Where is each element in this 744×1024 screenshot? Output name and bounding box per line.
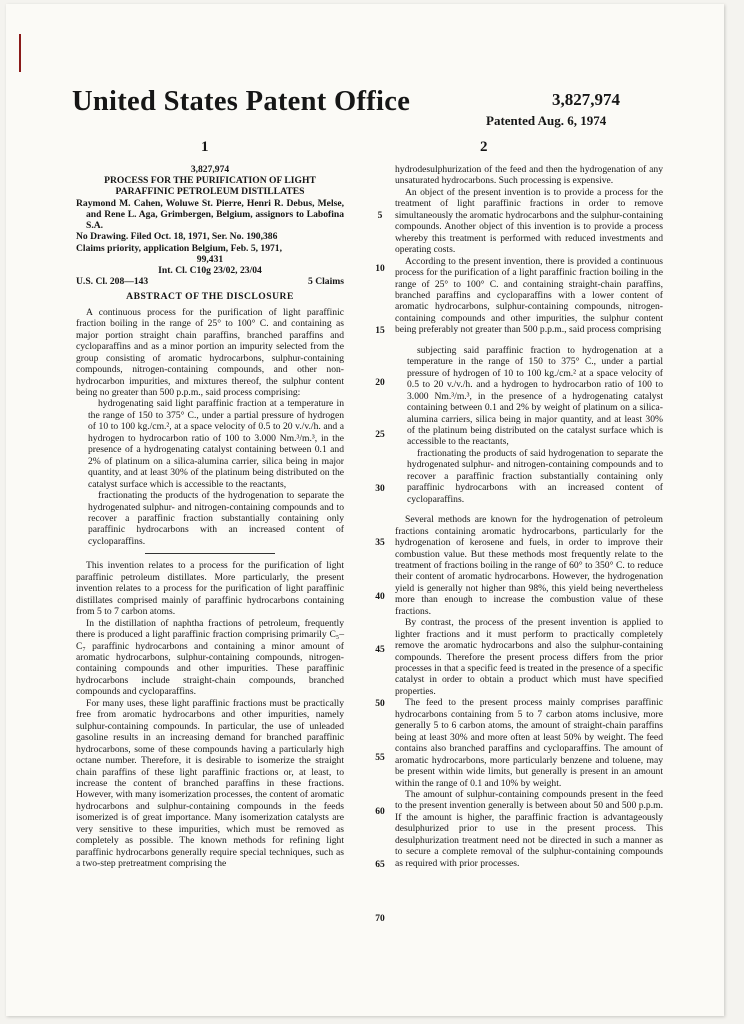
red-margin-mark bbox=[19, 34, 21, 72]
claim-step-fractionating: fractionating the products of said hydrogenation to separate the hydrogenated sulphur- and nitrogen-containing compounds and to recover a paraffinic fraction substantially containing only paraffinic hydrocarbons with an increased content of cycloparaffins. bbox=[407, 447, 663, 505]
bib-title-line1: PROCESS FOR THE PURIFICATION OF LIGHT bbox=[104, 175, 316, 187]
line-number: 55 bbox=[375, 753, 385, 763]
line-number: 60 bbox=[375, 807, 385, 817]
body-paragraph: This invention relates to a process for the purification of light paraffinic petroleum distillates. More particularly, the present invention relates to a process for the purification of light paraffinic distillates comprised mainly of paraffinic hydrocarbons containing from 5 to 7 carbon atoms. bbox=[76, 560, 344, 618]
line-number: 70 bbox=[375, 914, 385, 924]
body-paragraph: Several methods are known for the hydrogenation of petroleum fractions containing aromatic hydrocarbons, particularly for the hydrogenation of kerosene and fuels, in order to improve their combustion value. But these methods most frequently relate to the treatment of fractions boiling in the range of 60° to 350° C. to reduce their content of aromatic hydrocarbons. However, the hydrogenation yield is generally not higher than 98%, this yield being nevertheless more than enough to increase the combustion value of these fractions. bbox=[395, 514, 663, 617]
column-right bbox=[395, 164, 663, 869]
abstract-step-fractionating: fractionating the products of the hydrogenation to separate the hydrogenated sulphur- and nitrogen-containing compounds and to recover a paraffinic fraction substantially containing only paraffinic hydrocarbons with an increased content of cycloparaffins. bbox=[88, 490, 344, 547]
bib-filing: No Drawing. Filed Oct. 18, 1971, Ser. No. 190,386 bbox=[76, 231, 278, 243]
line-number: 10 bbox=[375, 264, 385, 274]
abstract-heading: ABSTRACT OF THE DISCLOSURE bbox=[126, 291, 294, 303]
line-number: 20 bbox=[375, 378, 385, 388]
line-number: 35 bbox=[375, 538, 385, 548]
bib-number: 3,827,974 bbox=[190, 164, 230, 175]
body-paragraph: For many uses, these light paraffinic fractions must be practically free from aromatic hydrocarbons and other impurities, namely sulphur-containing compounds. In particular, the use of unleaded gasoline results in an increasing demand for branched paraffinic hydrocarbons, some of these compounds having a particularly high octane number. Therefore, it is desirable to isomerize the straight chain paraffins of these light paraffinic fractions or, at least, to increase the content of branched paraffins in these fractions. However, with many isomerization processes, the content of aromatic hydrocarbons and sulphur-containing compounds in the feeds isomerized is of great importance. Many isomerization catalysts are very sensitive to these impurities, which must be removed as completely as possible. The known methods for refining light paraffinic hydrocarbons generally require special techniques, such as a two-step pretreatment comprising the bbox=[76, 697, 344, 870]
bib-inventors: Raymond M. Cahen, Woluwe St. Pierre, Henri R. Debus, Melse, and Rene L. Aga, Grimbergen, Belgium, assignors to Labofina S.A. bbox=[76, 197, 344, 232]
line-number: 25 bbox=[375, 430, 385, 440]
body-paragraph: The amount of sulphur-containing compounds present in the feed to the present invention generally is between about 50 and 500 p.p.m. If the amount is higher, the paraffinic fraction is advantageously desulphurized prior to use in the present process. This desulphurization treatment need not be directed in such a manner as to secure a complete removal of the sulphur-containing compounds as required with prior processes. bbox=[395, 789, 663, 869]
section-divider bbox=[145, 553, 275, 554]
patent-page bbox=[6, 4, 724, 1016]
column-number-1: 1 bbox=[201, 139, 209, 155]
line-number: 45 bbox=[375, 645, 385, 655]
bib-us-cl: U.S. Cl. 208—143 bbox=[76, 276, 149, 288]
bib-priority-number: 99,431 bbox=[196, 253, 224, 265]
office-title: United States Patent Office bbox=[72, 86, 411, 117]
body-paragraph: According to the present invention, there is provided a continuous process for the purification of a light paraffinic fraction boiling in the range of 25° to 100° C. and containing straight-chain paraffins, branched paraffins and cycloparaffins with a lower content of aromatic hydrocarbons, sulphur-containing compounds, nitrogen-containing compounds and other impurities, the sulphur content being preferably not greater than 500 p.p.m., said process comprising bbox=[395, 255, 663, 336]
body-paragraph: In the distillation of naphtha fractions of petroleum, frequently there is produced a light paraffinic fraction comprising primarily C₅–C₇ paraffinic hydrocarbons and containing a minor amount of aromatic hydrocarbons, sulphur-containing compounds, nitrogen-containing compounds and other impurities. These paraffinic hydrocarbons include straight-chain compounds, branched compounds and cycloparaffins. bbox=[76, 617, 344, 698]
abstract-intro: A continuous process for the purification of light paraffinic fraction boiling in the range of 25° to 100° C. and containing as major portion straight chain paraffins, branched paraffins and cycloparaffins and as a minor portion an impurity selected from the group consisting of aromatic hydrocarbons, sulphur-containing compounds, nitrogen-containing compounds, and other non-hydrocarbon impurities, and mixtures thereof, the sulphur content being no greater than 500 p.p.m., said process comprising: bbox=[76, 306, 344, 399]
bib-claims-count: 5 Claims bbox=[308, 276, 344, 288]
abstract-step-hydrogenating: hydrogenating said light paraffinic fraction at a temperature in the range of 150 to 375° C., under a partial pressure of hydrogen of 10 to 100 kg./cm.², at a space velocity of 0.5 to 20 v./v./h. and a hydrogen to hydrocarbon ratio of 100 to 3.000 Nm.³/m.³, in the presence of a hydrogenating catalyst containing between 0.1 and 2% of platinum on a silica-alumina carrier, silica being in major quantity, and at least 30% of the platinum being distributed on the catalyst surface which is accessible to the reactants, bbox=[88, 398, 344, 490]
body-paragraph: The feed to the present process mainly comprises paraffinic hydrocarbons containing from 5 to 7 carbon atoms inclusive, more generally 5 to 6 carbon atoms, the amount of straight-chain paraffins being at least 30% and more often at least 50% by weight. The feed contains also branched paraffins and cycloparaffins. The amount of aromatic hydrocarbons, more particularly benzene and toluene, may be present within wide limits, but generally is present in an amount within the range of 0.1 and 10% by weight. bbox=[395, 697, 663, 789]
patent-number: 3,827,974 bbox=[552, 90, 620, 109]
column-left bbox=[76, 164, 344, 870]
claim-step-subjecting: subjecting said paraffinic fraction to hydrogenation at a temperature in the range of 150 to 375° C., under a partial pressure of hydrogen of 10 to 100 kg./cm.² at a space velocity of 0.5 to 20 v./v./h. and a hydrogen to hydrocarbon ratio of 100 to 3.000 Nm.³/m.³, in the presence of a hydrogenating catalyst containing between 0.1 and 2% by weight of platinum on a silica-alumina carriers, silica being in major quantity, and at least 30% of the platinum being distributed on the catalyst surface which is accessible to the reactants, bbox=[407, 344, 663, 448]
line-number: 65 bbox=[375, 860, 385, 870]
line-number: 15 bbox=[375, 326, 385, 336]
body-paragraph: hydrodesulphurization of the feed and then the hydrogenation of any unsaturated hydrocarbons. Such processing is expensive. bbox=[395, 164, 663, 187]
body-paragraph: An object of the present invention is to provide a process for the treatment of light paraffinic fractions in order to remove simultaneously the aromatic hydrocarbons and the sulphur-containing compounds. Another object of this invention is to provide a process whereby this treatment is performed with reduced investments and operating costs. bbox=[395, 186, 663, 256]
line-number: 30 bbox=[375, 484, 385, 494]
bib-priority: Claims priority, application Belgium, Feb. 5, 1971, bbox=[76, 242, 283, 254]
bib-title-line2: PARAFFINIC PETROLEUM DISTILLATES bbox=[115, 186, 305, 198]
line-number: 5 bbox=[377, 211, 383, 221]
bib-int-cl: Int. Cl. C10g 23/02, 23/04 bbox=[158, 264, 262, 276]
column-number-2: 2 bbox=[480, 139, 488, 155]
bibliographic-block bbox=[76, 164, 344, 287]
body-paragraph: By contrast, the process of the present invention is applied to lighter fractions and it must perform to practically completely remove the aromatic hydrocarbons and also the sulphur-containing compounds. Therefore the present process differs from the prior processes in that a specific feed is treated in the presence of a specific catalyst in order to obtain a product which must have specified properties. bbox=[395, 617, 663, 697]
patent-date: Patented Aug. 6, 1974 bbox=[486, 113, 607, 128]
line-number: 40 bbox=[375, 592, 385, 602]
line-number: 50 bbox=[375, 699, 385, 709]
